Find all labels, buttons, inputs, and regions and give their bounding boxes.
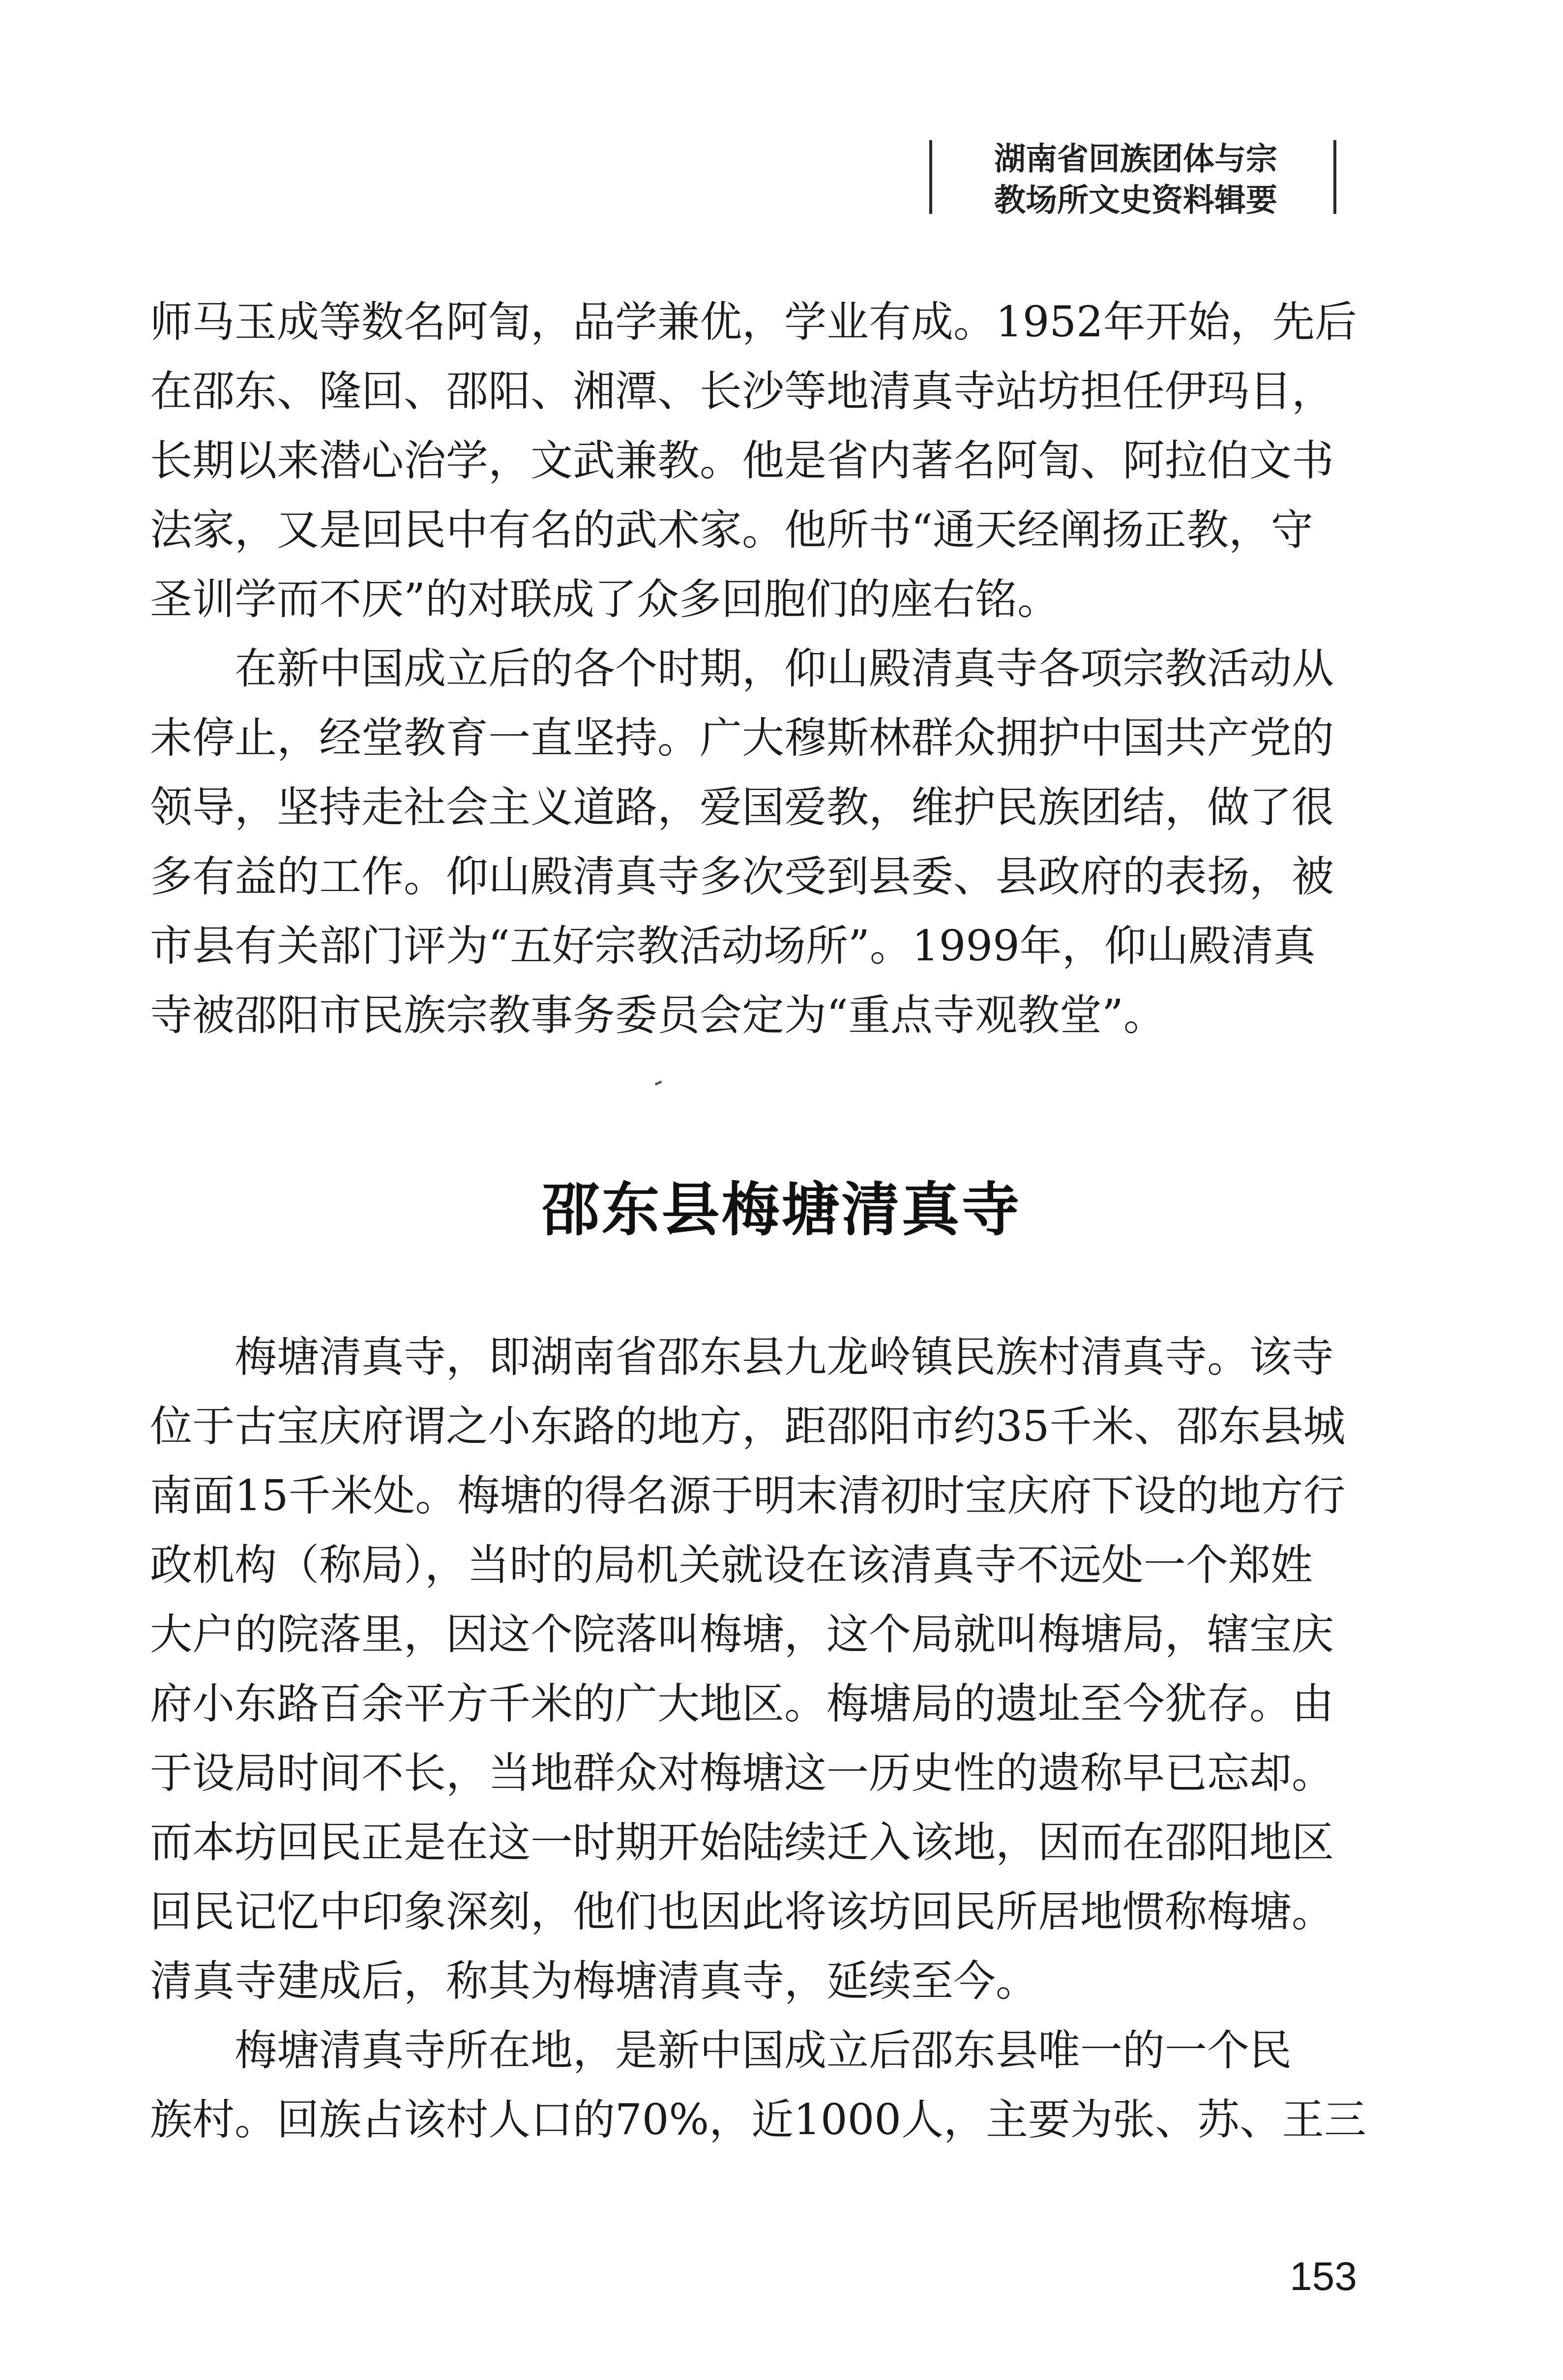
page-number: 153 bbox=[1290, 2254, 1357, 2299]
body-text-block-1 bbox=[150, 288, 1357, 1050]
text-line: 圣训学而不厌”的对联成了众多回胞们的座右铭。 bbox=[150, 575, 1060, 624]
text-line: 位于古宝庆府谓之小东路的地方，距邵阳市约35千米、邵东县城 bbox=[150, 1402, 1346, 1451]
text-line: 族村。回族占该村人口的70%，近1000人，主要为张、苏、王三 bbox=[150, 2095, 1367, 2144]
text-line: 寺被邵阳市民族宗教事务委员会定为“重点寺观教堂”。 bbox=[150, 991, 1166, 1040]
running-header-line-2: 教场所文史资料辑要 bbox=[994, 182, 1277, 219]
text-line: 领导，坚持走社会主义道路，爱国爱教，维护民族团结，做了很 bbox=[150, 783, 1334, 832]
text-line: 在新中国成立后的各个时期，仰山殿清真寺各项宗教活动从 bbox=[150, 644, 1334, 693]
header-left-rule bbox=[929, 140, 932, 214]
stray-ink-mark bbox=[655, 1080, 662, 1085]
running-header bbox=[954, 139, 1318, 221]
text-line: 南面15千米处。梅塘的得名源于明末清初时宝庆府下设的地方行 bbox=[150, 1471, 1346, 1520]
text-line: 师马玉成等数名阿訇，品学兼优，学业有成。1952年开始，先后 bbox=[150, 298, 1357, 347]
text-line: 回民记忆中印象深刻，他们也因此将该坊回民所居地惯称梅塘。 bbox=[150, 1887, 1334, 1936]
text-line: 政机构（称局），当时的局机关就设在该清真寺不远处一个郑姓 bbox=[150, 1541, 1313, 1590]
text-line: 大户的院落里，因这个院落叫梅塘，这个局就叫梅塘局，辖宝庆 bbox=[150, 1610, 1334, 1659]
header-right-rule bbox=[1333, 140, 1336, 214]
section-heading: 邵东县梅塘清真寺 bbox=[541, 1176, 1022, 1244]
text-line: 多有益的工作。仰山殿清真寺多次受到县委、县政府的表扬，被 bbox=[150, 852, 1334, 901]
text-line: 法家，又是回民中有名的武术家。他所书“通天经阐扬正教，守 bbox=[150, 506, 1313, 555]
text-line: 梅塘清真寺所在地，是新中国成立后邵东县唯一的一个民 bbox=[150, 2026, 1292, 2075]
body-text-block-2 bbox=[150, 1323, 1367, 2155]
text-line: 长期以来潜心治学，文武兼教。他是省内著名阿訇、阿拉伯文书 bbox=[150, 436, 1334, 485]
text-line: 未停止，经堂教育一直坚持。广大穆斯林群众拥护中国共产党的 bbox=[150, 714, 1334, 763]
text-line: 而本坊回民正是在这一时期开始陆续迁入该地，因而在邵阳地区 bbox=[150, 1818, 1334, 1867]
running-header-line-1: 湖南省回族团体与宗 bbox=[994, 141, 1277, 178]
text-line: 府小东路百余平方千米的广大地区。梅塘局的遗址至今犹存。由 bbox=[150, 1679, 1334, 1728]
text-line: 在邵东、隆回、邵阳、湘潭、长沙等地清真寺站坊担任伊玛目， bbox=[150, 367, 1334, 416]
text-line: 于设局时间不长，当地群众对梅塘这一历史性的遗称早已忘却。 bbox=[150, 1749, 1334, 1798]
text-line: 梅塘清真寺，即湖南省邵东县九龙岭镇民族村清真寺。该寺 bbox=[150, 1333, 1334, 1382]
text-line: 市县有关部门评为“五好宗教活动场所”。1999年，仰山殿清真 bbox=[150, 922, 1316, 971]
text-line: 清真寺建成后，称其为梅塘清真寺，延续至今。 bbox=[150, 1957, 1038, 2006]
